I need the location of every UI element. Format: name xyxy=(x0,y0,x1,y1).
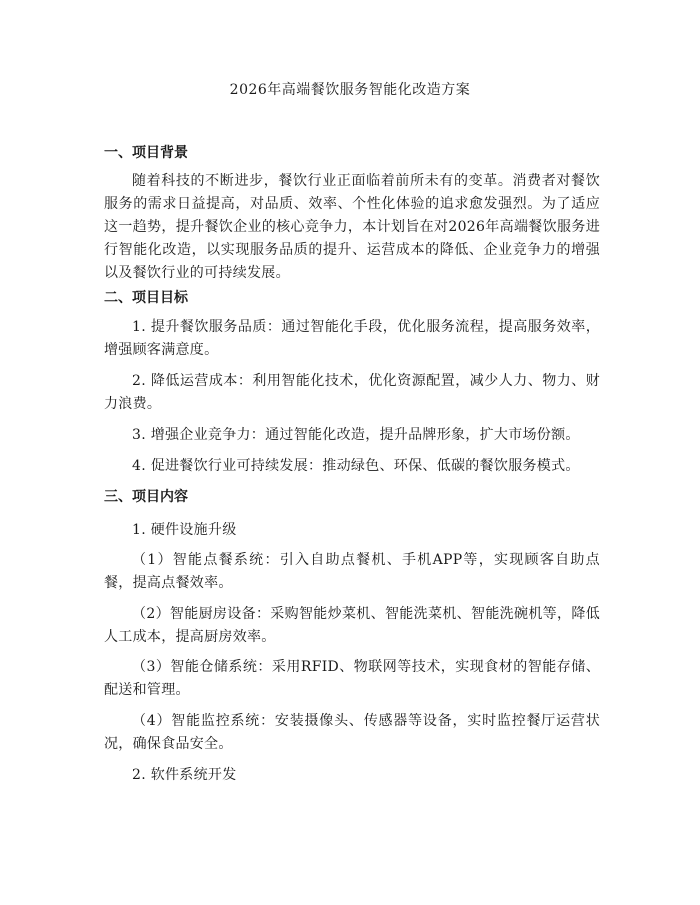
goal-item-1: 1. 提升餐饮服务品质：通过智能化手段，优化服务流程，提高服务效率，增强顾客满意度。 xyxy=(104,319,600,358)
content-item-warehouse: （3）智能仓储系统：采用RFID、物联网等技术，实现食材的智能存储、配送和管理。 xyxy=(104,659,600,698)
section-heading-goals: 二、项目目标 xyxy=(104,290,188,306)
goal-item-2: 2. 降低运营成本：利用智能化技术，优化资源配置，减少人力、物力、财力浪费。 xyxy=(104,373,600,412)
section-heading-content: 三、项目内容 xyxy=(104,489,188,505)
content-item-ordering: （1）智能点餐系统：引入自助点餐机、手机APP等，实现顾客自助点餐，提高点餐效率。 xyxy=(104,552,600,591)
section-heading-background: 一、项目背景 xyxy=(104,145,188,161)
goal-item-3: 3. 增强企业竞争力：通过智能化改造，提升品牌形象，扩大市场份额。 xyxy=(132,427,580,443)
content-subheading-software: 2. 软件系统开发 xyxy=(132,767,237,783)
background-paragraph: 随着科技的不断进步，餐饮行业正面临着前所未有的变革。消费者对餐饮服务的需求日益提高，对品质、效率、个性化体验的追求愈发强烈。为了适应这一趋势，提升餐饮企业的核心竞争力，本计划旨在对2026年高端餐饮服务进行智能化改造，以实现服务品质的提升、运营成本的降低、企业竞争力的增强以及餐饮行业的可持续发展。 xyxy=(104,173,600,281)
content-subheading-hardware: 1. 硬件设施升级 xyxy=(132,522,237,538)
goal-item-4: 4. 促进餐饮行业可持续发展：推动绿色、环保、低碳的餐饮服务模式。 xyxy=(132,458,580,474)
content-item-monitoring: （4）智能监控系统：安装摄像头、传感器等设备，实时监控餐厅运营状况，确保食品安全。 xyxy=(104,713,600,752)
content-item-kitchen: （2）智能厨房设备：采购智能炒菜机、智能洗菜机、智能洗碗机等，降低人工成本，提高厨房效率。 xyxy=(104,606,600,645)
document-title: 2026年高端餐饮服务智能化改造方案 xyxy=(229,82,471,98)
